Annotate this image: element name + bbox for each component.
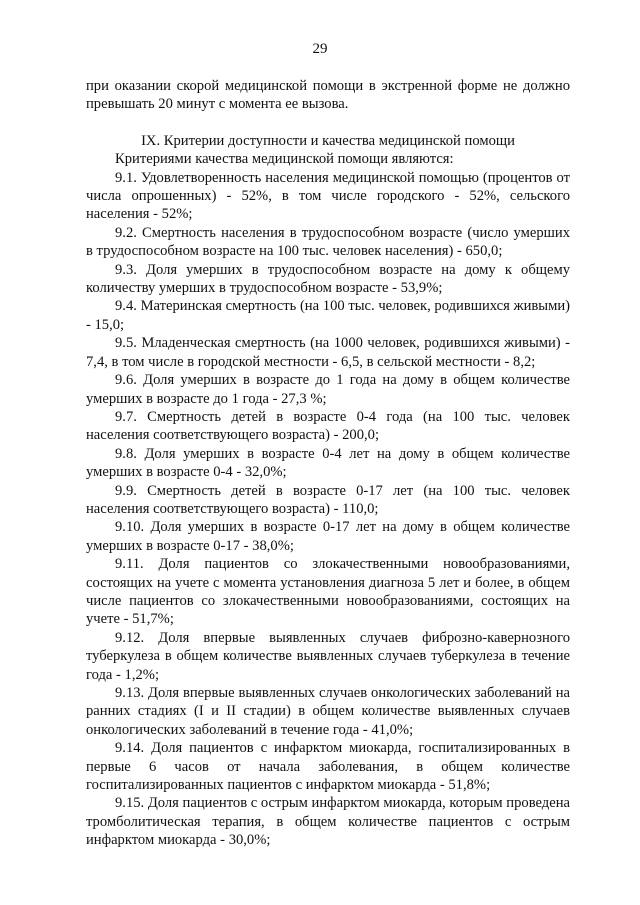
criterion-item: 9.6. Доля умерших в возрасте до 1 года на дому в общем количестве умерших в возрасте до 1 года - 27,3 %; <box>86 372 570 407</box>
criterion-item: 9.13. Доля впервые выявленных случаев онкологических заболеваний на ранних стадиях (I и II стадии) в общем количестве выявленных случаев онкологических заболеваний в течение года - 41,0%; <box>86 685 570 738</box>
criterion-item: 9.10. Доля умерших в возрасте 0-17 лет на дому в общем количестве умерших в возрасте 0-17 - 38,0%; <box>86 519 570 554</box>
section-heading: IX. Критерии доступности и качества медицинской помощи <box>141 132 515 149</box>
criterion-item: 9.5. Младенческая смертность (на 1000 человек, родившихся живыми) - 7,4, в том числе в городской местности - 6,5, в сельской местности - 8,2; <box>86 335 570 370</box>
criterion-item: 9.11. Доля пациентов со злокачественными новообразованиями, состоящих на учете с момента установления диагноза 5 лет и более, в общем числе пациентов со злокачественными новообразованиями, состоящих на учете - 51,7%; <box>86 556 570 628</box>
page-content <box>86 77 570 850</box>
criterion-item: 9.12. Доля впервые выявленных случаев фиброзно-кавернозного туберкулеза в общем количестве выявленных случаев туберкулеза в течение года - 1,2%; <box>86 629 570 683</box>
intro-paragraph: при оказании скорой медицинской помощи в экстренной форме не должно превышать 20 минут с момента ее вызова. <box>86 78 570 113</box>
criterion-item: 9.8. Доля умерших в возрасте 0-4 лет на дому в общем количестве умерших в возрасте 0-4 - 32,0%; <box>86 445 570 481</box>
criterion-item: 9.2. Смертность населения в трудоспособном возрасте (число умерших в трудоспособном возрасте на 100 тыс. человек населения) - 650,0; <box>86 224 570 260</box>
criterion-item: 9.14. Доля пациентов с инфарктом миокарда, госпитализированных в первые 6 часов от начала заболевания, в общем количестве госпитализированных пациентов с инфарктом миокарда - 51,8%; <box>86 740 570 794</box>
criterion-item: 9.15. Доля пациентов с острым инфарктом миокарда, которым проведена тромболитическая терапия, в общем количестве пациентов с острым инфарктом миокарда - 30,0%; <box>86 795 570 849</box>
section-lead: Критериями качества медицинской помощи являются: <box>115 151 454 168</box>
criterion-item: 9.3. Доля умерших в трудоспособном возрасте на дому к общему количеству умерших в трудоспособном возрасте - 53,9%; <box>86 261 570 297</box>
criterion-item: 9.7. Смертность детей в возрасте 0-4 года (на 100 тыс. человек населения соответствующего возраста) - 200,0; <box>86 408 570 444</box>
page-number: 29 <box>312 41 328 57</box>
criterion-item: 9.1. Удовлетворенность населения медицинской помощью (процентов от числа опрошенных) - 52%, в том числе городского - 52%, сельского населения - 52%; <box>86 169 570 223</box>
criterion-item: 9.4. Материнская смертность (на 100 тыс. человек, родившихся живыми) - 15,0; <box>86 298 570 333</box>
criterion-item: 9.9. Смертность детей в возрасте 0-17 лет (на 100 тыс. человек населения соответствующего возраста) - 110,0; <box>86 482 570 517</box>
